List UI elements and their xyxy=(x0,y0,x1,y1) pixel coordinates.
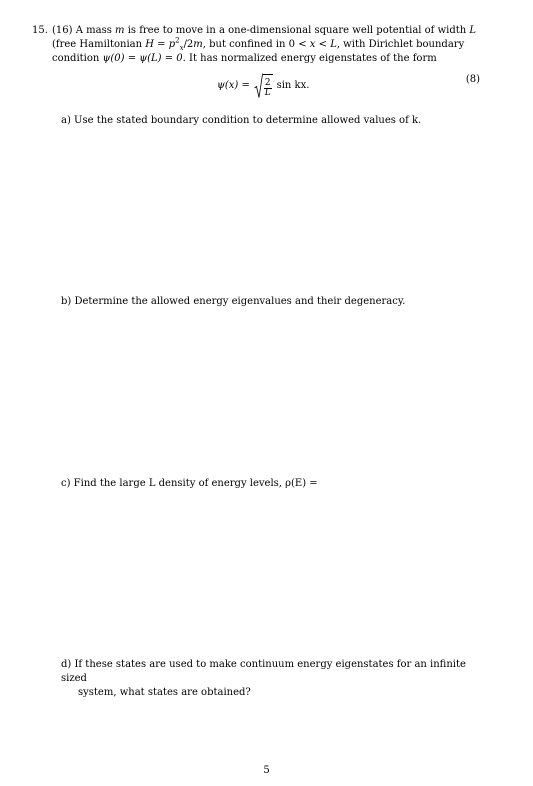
problem-points: (16) xyxy=(52,25,73,36)
page-number: 5 xyxy=(263,765,270,776)
wavefunction-equation xyxy=(217,73,309,99)
less-than: < xyxy=(318,38,327,50)
var-H: H xyxy=(145,38,154,50)
boundary-condition: ψ(0) = ψ(L) = 0 xyxy=(102,52,183,64)
intro-text-2: is free to move in a one-dimensional square well potential of width xyxy=(127,25,467,36)
equals-sign: = xyxy=(157,38,166,50)
var-m-2: m xyxy=(193,38,203,50)
part-b-text: b) Determine the allowed energy eigenvalues and their degeneracy. xyxy=(61,296,406,307)
part-d xyxy=(61,658,481,699)
part-b xyxy=(61,295,481,309)
var-L: L xyxy=(469,25,477,36)
display-equation xyxy=(52,69,480,103)
part-a-text: a) Use the stated boundary condition to determine allowed values of k. xyxy=(61,115,422,126)
intro-text-5: , with Dirichlet boundary condition xyxy=(52,38,465,64)
intro-text-6: . It has normalized energy eigenstates of the form xyxy=(182,52,437,64)
problem-statement xyxy=(52,24,480,103)
problem-15 xyxy=(32,24,480,103)
fraction-numerator: 2 xyxy=(264,77,271,88)
over-2: /2 xyxy=(183,38,194,50)
var-p: p xyxy=(168,38,176,50)
square-root xyxy=(254,73,273,99)
intro-text-1: A mass xyxy=(75,25,112,36)
intro-text-3: (free Hamiltonian xyxy=(52,38,143,50)
subscript-x: x xyxy=(179,43,184,52)
radical-sign-icon xyxy=(254,73,263,99)
part-d-text-line-1: d) If these states are used to make continuum energy eigenstates for an infinite sized xyxy=(61,659,466,684)
equation-number: (8) xyxy=(465,74,480,86)
part-c-text: c) Find the large L density of energy levels, ρ(E) = xyxy=(61,478,318,489)
intro-text-4: , but confined in 0 < xyxy=(202,38,307,50)
var-x: x xyxy=(309,38,316,50)
equation-rhs: sin kx. xyxy=(276,80,310,92)
problem-number: 15. xyxy=(32,25,48,36)
part-c xyxy=(61,477,481,491)
fraction xyxy=(264,79,272,99)
var-L-2: L xyxy=(330,38,337,50)
superscript-2: 2 xyxy=(175,36,180,45)
part-a xyxy=(61,114,481,128)
equation-lhs: ψ(x) = xyxy=(217,80,250,92)
part-d-text-line-2: system, what states are obtained? xyxy=(78,686,251,698)
var-m: m xyxy=(115,25,125,36)
fraction-denominator: L xyxy=(264,88,271,99)
